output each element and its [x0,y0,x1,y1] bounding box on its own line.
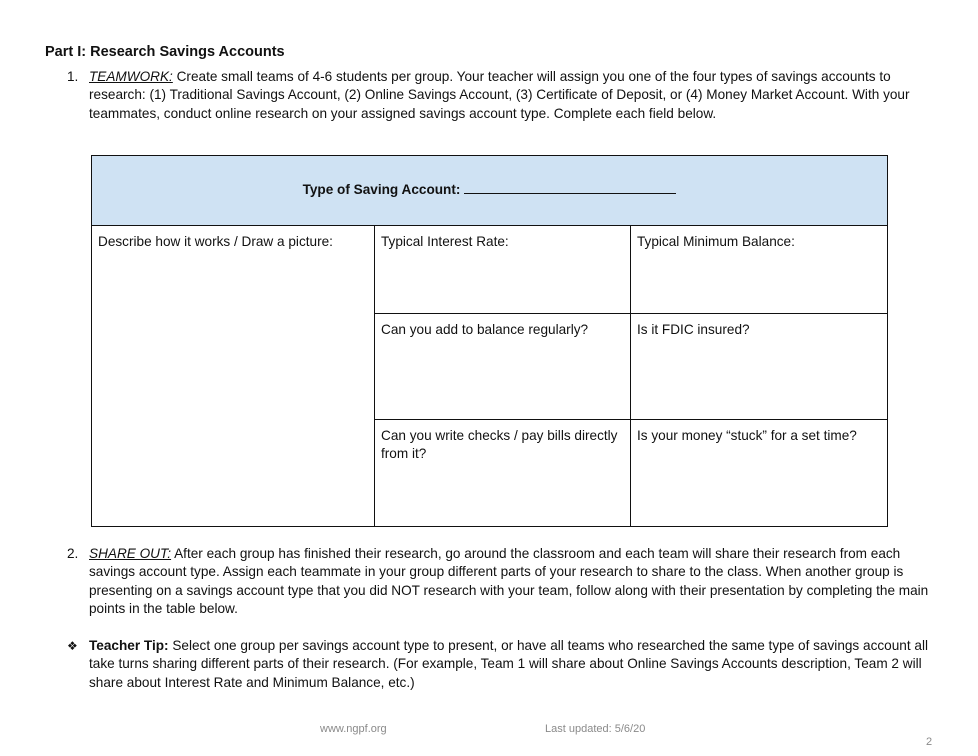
item-number: 2. [67,546,79,561]
instruction-item-teamwork [67,68,937,123]
minimum-balance-label: Typical Minimum Balance: [637,234,795,249]
describe-label: Describe how it works / Draw a picture: [98,234,333,249]
teacher-tip-text: Select one group per savings account type to present, or have all teams who researched the same type of savings account all take turns sharing different parts of their research. (For example, Team 1 will share about Online Savings Accounts description, Team 2 will share about Interest Rate and Minimum Balance, etc.) [89,638,928,690]
diamond-bullet-icon: ❖ [67,639,78,653]
research-table [91,155,888,527]
share-out-label: SHARE OUT: [89,546,172,561]
item-number: 1. [67,69,79,84]
teamwork-label: TEAMWORK: [89,69,173,84]
part-heading: Part I: Research Savings Accounts [45,44,285,60]
interest-rate-label: Typical Interest Rate: [381,234,509,249]
teacher-tip [67,637,937,692]
footer-website: www.ngpf.org [320,723,387,735]
minimum-balance-cell[interactable] [631,226,888,314]
page-number: 2 [926,736,933,748]
add-balance-cell[interactable] [375,314,631,420]
share-out-text: After each group has finished their research, go around the classroom and each team will share their research from each savings account type. Assign each teammate in your group different parts of your research to share to the class. When another group is presenting on a savings account type that you did NOT research with your team, follow along with their presentation by completing the main points in the table below. [89,546,929,617]
describe-cell[interactable] [92,226,375,527]
account-type-blank-line[interactable] [464,181,676,194]
interest-rate-cell[interactable] [375,226,631,314]
checks-label: Can you write checks / pay bills directly from it? [381,428,618,462]
add-balance-label: Can you add to balance regularly? [381,322,589,337]
fdic-label: Is it FDIC insured? [637,322,750,337]
teacher-tip-label: Teacher Tip: [89,638,169,653]
fdic-cell[interactable] [631,314,888,420]
instruction-item-share-out [67,545,937,619]
stuck-cell[interactable] [631,420,888,527]
footer-last-updated: Last updated: 5/6/20 [545,723,646,735]
stuck-label: Is your money “stuck” for a set time? [637,428,857,443]
account-type-header [92,156,888,226]
teamwork-text: Create small teams of 4-6 students per group. Your teacher will assign you one of the four types of savings accounts to research: (1) Traditional Savings Account, (2) Online Savings Account, (3) Certificate of Deposit, or (4) Money Market Account. With your teammates, conduct online research on your assigned savings account type. Complete each field below. [89,69,910,121]
checks-cell[interactable] [375,420,631,527]
account-type-label: Type of Saving Account: [302,182,461,198]
